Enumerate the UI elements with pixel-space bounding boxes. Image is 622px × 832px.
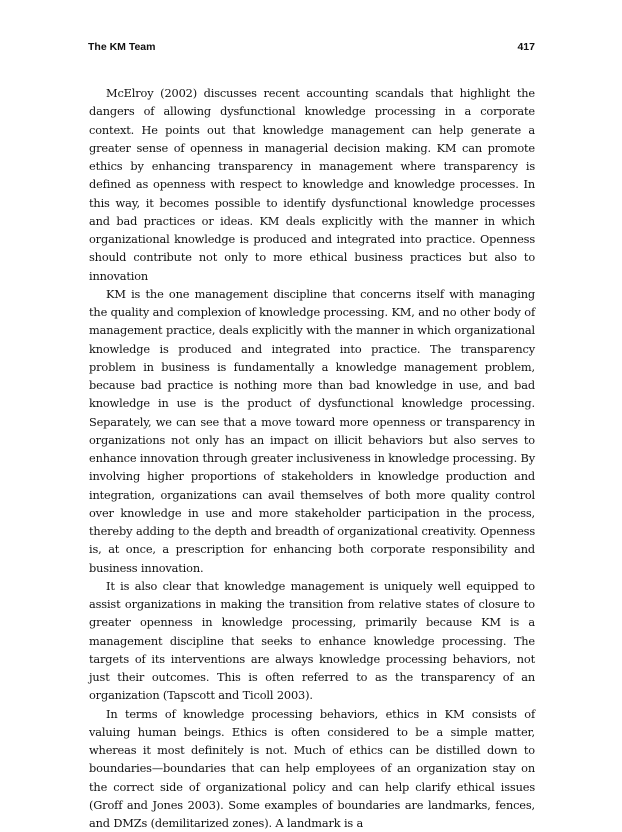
paragraph-2: KM is the one management discipline that concerns itself with managing the quality and complexion of knowledge processing. KM, and no other body of management practice, deals explicitly with the manner in which organizational knowledge is produced and integrated into practice. The transparency problem in business is fundamentally a knowledge management problem, because bad practice is nothing more than bad knowledge in use, and bad knowledge in use is the product of dysfunctional knowledge processing. Separately, we can see that a move toward more openness or transparency in organizations not only has an impact on illicit behaviors but also serves to enhance innovation through greater inclusiveness in knowledge processing. By involving higher proportions of stakeholders in knowledge production and integration, organizations can avail themselves of both more quality control over knowledge in use and more stakeholder participation in the process, thereby adding to the depth and breadth of organizational creativity. Openness is, at once, a prescription for enhancing both corporate responsibility and business innovation. (89, 285, 535, 577)
paragraph-1: McElroy (2002) discusses recent accounting scandals that highlight the dangers of allowing dysfunctional knowledge processing in a corporate context. He points out that knowledge management can help generate a greater sense of openness in managerial decision making. KM can promote ethics by enhancing transparency in management where transparency is defined as openness with respect to knowledge and knowledge processes. In this way, it becomes possible to identify dysfunctional knowledge processes and bad practices or ideas. KM deals explicitly with the manner in which organizational knowledge is produced and integrated into practice. Openness should contribute not only to more ethical business practices but also to innovation (89, 84, 535, 285)
paragraph-3: It is also clear that knowledge management is uniquely well equipped to assist organizations in making the transition from relative states of closure to greater openness in knowledge processing, primarily because KM is a management discipline that seeks to enhance knowledge processing. The targets of its interventions are always knowledge processing behaviors, not just their outcomes. This is often referred to as the transparency of an organization (Tapscott and Ticoll 2003). (89, 577, 535, 705)
running-header (88, 41, 535, 57)
running-title: The KM Team (88, 41, 155, 53)
body-text (89, 84, 535, 832)
page-number: 417 (517, 41, 535, 53)
paragraph-4: In terms of knowledge processing behaviors, ethics in KM consists of valuing human beings. Ethics is often considered to be a simple matter, whereas it most definitely is not. Much of ethics can be distilled down to boundaries—boundaries that can help employees of an organization stay on the correct side of organizational policy and can help clarify ethical issues (Groff and Jones 2003). Some examples of boundaries are landmarks, fences, and DMZs (demilitarized zones). A landmark is a (89, 705, 535, 832)
